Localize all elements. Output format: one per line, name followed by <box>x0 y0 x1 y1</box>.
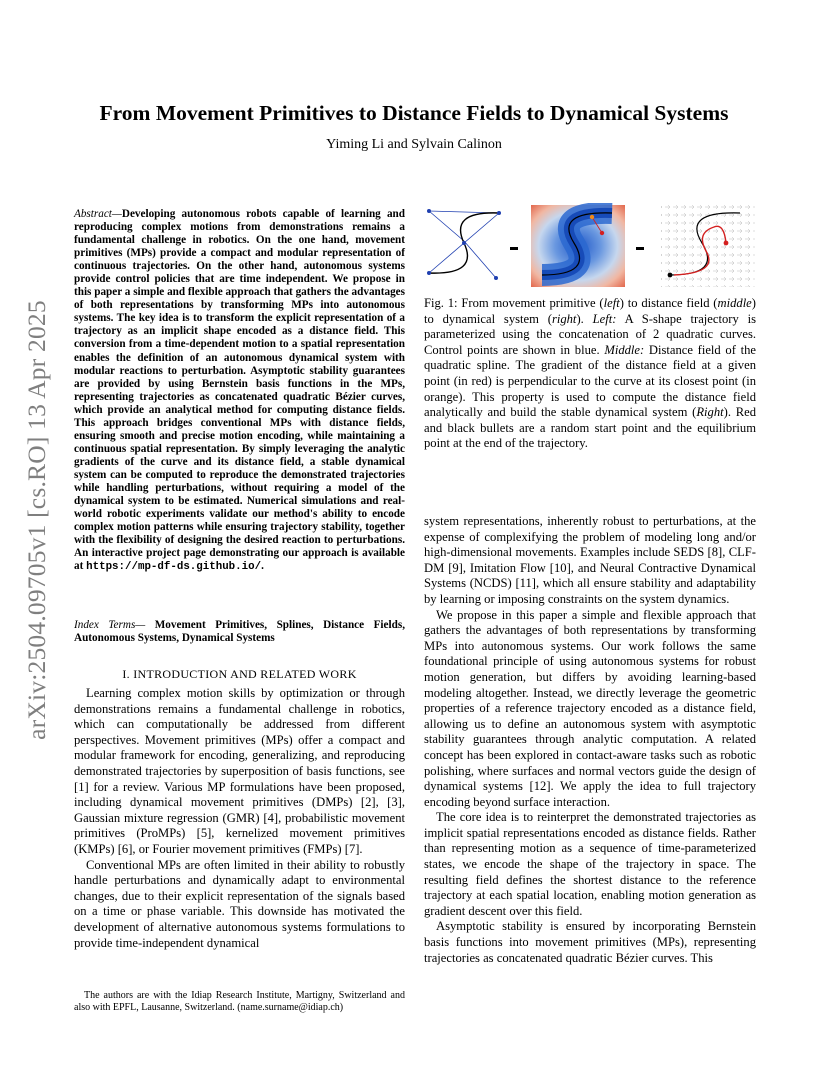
abstract-end: . <box>261 560 264 573</box>
intro-left-column <box>74 686 405 951</box>
footnote-text: The authors are with the Idiap Research Institute, Martigny, Switzerland and also with EPFL, Lausanne, Switzerland. (name.surname@idiap.ch) <box>74 990 405 1014</box>
figure-middle-panel <box>531 205 625 287</box>
figure-caption <box>424 296 756 452</box>
control-point <box>494 276 498 280</box>
abstract <box>74 208 405 574</box>
caption-italic: Left: <box>592 311 617 326</box>
caption-text: Distance field of the quadratic spline. The gradient of the distance field at a given point (in red) is perpendicular to the curve at its closest point (in orange). This property is used to compute the distance field analytically and build the stable dynamical system ( <box>424 342 756 420</box>
start-point <box>724 241 729 246</box>
caption-italic: left <box>603 296 620 310</box>
abstract-label: Abstract— <box>74 208 122 220</box>
footnote <box>74 990 405 1015</box>
closest-point <box>590 215 594 219</box>
equilibrium-point <box>668 273 673 278</box>
caption-text: Fig. 1: From movement primitive ( <box>424 296 604 310</box>
caption-text: ). <box>576 311 593 326</box>
caption-italic: right <box>551 311 577 326</box>
control-point <box>427 209 431 213</box>
control-point <box>427 271 431 275</box>
paragraph: The core idea is to reinterpret the demonstrated trajectories as implicit spatial representations encoded as distance fields. Rather than representing motion as a sequence of time-parameterized states, we encode the shape of the trajectory in space. The resulting field defines the shortest distance to the reference trajectory at each spatial location, enabling motion generation as gradient descent over this field. <box>424 810 756 918</box>
project-url-link[interactable]: https://mp-df-ds.github.io/ <box>86 561 262 574</box>
control-point <box>497 211 501 215</box>
arrow-right-icon <box>510 247 518 250</box>
caption-italic: middle <box>717 296 752 310</box>
section-heading: I. INTRODUCTION AND RELATED WORK <box>122 667 357 681</box>
control-point <box>462 241 466 245</box>
paragraph: Asymptotic stability is ensured by incorporating Bernstein basis functions into movement primitives (MPs), representing trajectories as concatenated quadratic Bézier curves. This <box>424 919 756 965</box>
arxiv-id: arXiv:2504.09705v1 [cs.RO] 13 Apr 2025 <box>22 300 51 740</box>
caption-italic: Middle: <box>604 342 645 357</box>
caption-text: A S-shape trajectory is parameterized using the concatenation of 2 quadratic curves. Control points are shown in blue. <box>424 311 756 357</box>
paper-title: From Movement Primitives to Distance Fields to Dynamical Systems <box>99 101 729 125</box>
figure-left-panel <box>427 209 501 280</box>
caption-italic: Right <box>696 405 724 420</box>
caption-text: ) to dynamical system ( <box>424 296 756 326</box>
arxiv-stamp <box>22 280 52 760</box>
paragraph: We propose in this paper a simple and flexible approach that gathers the advantages of both representations by transforming MPs into autonomous systems. Our work follows the same foundational principle of using autonomous systems for robust motion generation, but differs by avoiding learning-based modeling altogether. Instead, we directly leverage the geometric properties of a reference trajectory encoded as a distance field, allowing us to define an autonomous system with asymptotic stability guarantees through analytic computation. A related concept has been explored in contact-aware tasks such as robotic polishing, where surfaces and normal vectors guide the design of dynamical systems [12]. We apply the idea to full trajectory encoding beyond surface interaction. <box>424 607 756 809</box>
figure-right-panel <box>661 205 755 287</box>
caption-text: ) to distance field ( <box>619 296 718 310</box>
paper-authors: Yiming Li and Sylvain Calinon <box>326 137 502 152</box>
paragraph: system representations, inherently robust to perturbations, at the expense of complexifying the problem of modeling long and/or high-dimensional movements. Examples include SEDS [8], CLF-DM [9], Imitation Flow [10], and Neural Contractive Dynamical Systems (NCDS) [11], which all ensure stability and adaptability by learning or imposing constraints on the system dynamics. <box>424 514 756 606</box>
caption-text: ). Red and black bullets are a random start point and the equilibrium point at the end of the trajectory. <box>424 405 757 451</box>
query-point <box>600 231 604 235</box>
paragraph: Learning complex motion skills by optimization or through demonstrations remains a fundamental challenge in robotics, which can computationally be addressed from different perspectives. Movement primitives (MPs) offer a compact and modular framework for encoding, generalizing, and reproducing demonstrated trajectories by superposition of basis functions, see [1] for a review. Various MP formulations have been proposed, including dynamical movement primitives (DMPs) [2], [3], Gaussian mixture regression (GMR) [4], probabilistic movement primitives (ProMPs) [5], kernelized movement primitives (KMPs) [6], or Fourier movement primitives (FMPs) [7]. <box>74 686 405 856</box>
abstract-text: Developing autonomous robots capable of learning and reproducing complex motions from demonstrations remains a fundamental challenge in robotics. On the one hand, movement primitives (MPs) provide a compact and modular representation of continuous trajectories. On the other hand, autonomous systems provide control policies that are time independent. We propose in this paper a simple and flexible approach that gathers the advantages of both representations by transforming MPs into autonomous systems. The key idea is to transform the explicit representation of a trajectory as an implicit shape encoded as a distance field. This conversion from a time-dependent motion to a spatial representation enables the definition of an autonomous dynamical system with modular reactions to perturbation. Asymptotic stability guarantees are provided by using Bernstein basis functions in the MPs, representing trajectories as concatenated quadratic Bézier curves, which provide an analytical method for computing distance fields. This approach bridges conventional MPs with distance fields, ensuring smooth and precise motion encoding, while maintaining a continuous spatial representation. By simply leveraging the analytic gradients of the curve and its distance field, a stable dynamical system can be computed to reproduce the demonstrated trajectories while handling perturbations, without requiring a model of the dynamical system to be estimated. Numerical simulations and real-world robotic experiments validate our method's ability to encode complex motion patterns while ensuring trajectory stability, together with the flexibility of designing the desired reaction to perturbations. An interactive project page demonstrating our approach is available at <box>74 208 405 573</box>
paragraph: Conventional MPs are often limited in their ability to robustly handle perturbations and dynamically adapt to environmental changes, due to their explicit representation of the signals based on a time or phase variable. This downside has motivated the development of alternative autonomous systems formulations to provide time-independent dynamical <box>74 857 405 950</box>
index-terms-label: Index Terms— <box>74 619 146 631</box>
figure-1 <box>424 203 756 288</box>
index-terms <box>74 619 405 645</box>
arrow-right-icon <box>636 247 644 250</box>
intro-right-column <box>424 514 756 966</box>
index-terms-text: Movement Primitives, Splines, Distance Fields, Autonomous Systems, Dynamical Systems <box>74 619 405 645</box>
